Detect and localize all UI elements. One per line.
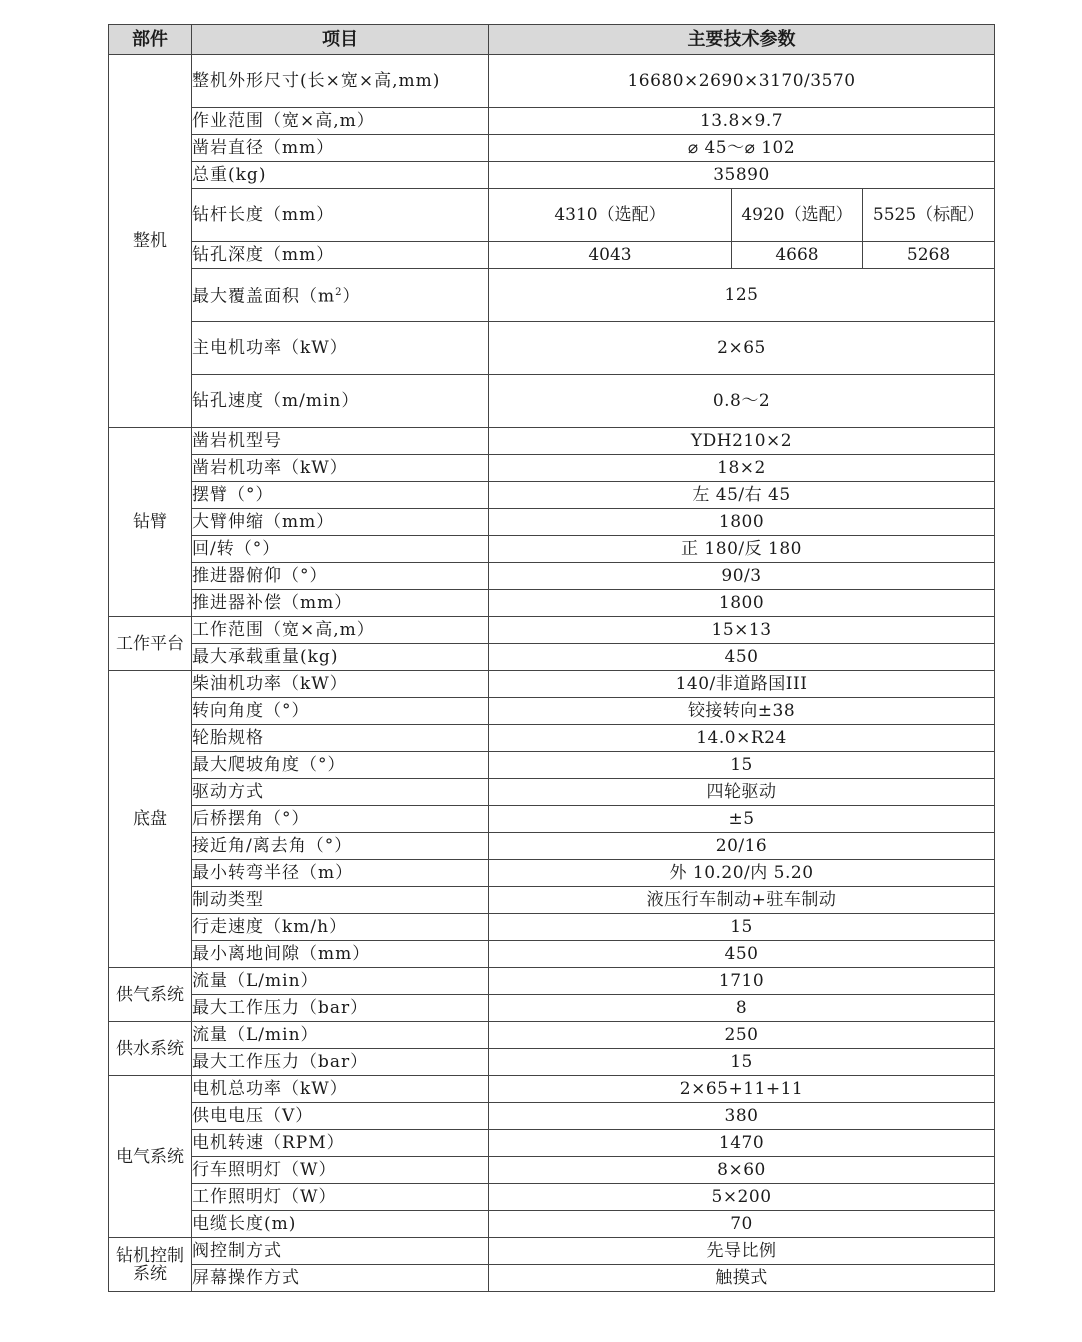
item-value: 15×13 — [489, 617, 995, 644]
item-value: 四轮驱动 — [489, 779, 995, 806]
item-label: 总重(kg) — [192, 162, 489, 189]
item-label: 行走速度（km/h） — [192, 914, 489, 941]
table-row — [109, 428, 995, 455]
item-value: 16680×2690×3170/3570 — [489, 55, 995, 108]
item-value: 1800 — [489, 590, 995, 617]
rod-length-option-3: 5525（标配） — [863, 189, 995, 242]
table-row — [109, 509, 995, 536]
table-row — [109, 968, 995, 995]
header-item: 项目 — [192, 25, 489, 55]
item-value: 1800 — [489, 509, 995, 536]
table-row — [109, 1103, 995, 1130]
category-chassis: 底盘 — [109, 671, 192, 968]
item-label: 阀控制方式 — [192, 1238, 489, 1265]
item-label: 屏幕操作方式 — [192, 1265, 489, 1292]
item-value: 1710 — [489, 968, 995, 995]
table-row — [109, 806, 995, 833]
item-label: 制动类型 — [192, 887, 489, 914]
category-whole: 整机 — [109, 55, 192, 428]
item-value: 35890 — [489, 162, 995, 189]
table-row — [109, 941, 995, 968]
item-value: 450 — [489, 941, 995, 968]
item-label: 凿岩机型号 — [192, 428, 489, 455]
item-value: 20/16 — [489, 833, 995, 860]
hole-depth-3: 5268 — [863, 242, 995, 269]
item-value: 正 180/反 180 — [489, 536, 995, 563]
table-row — [109, 536, 995, 563]
item-label: 电机转速（RPM） — [192, 1130, 489, 1157]
table-row — [109, 1049, 995, 1076]
item-label: 钻孔深度（mm） — [192, 242, 489, 269]
category-air: 供气系统 — [109, 968, 192, 1022]
table-row — [109, 1022, 995, 1049]
item-label: 电缆长度(m) — [192, 1211, 489, 1238]
item-label: 作业范围（宽×高,m） — [192, 108, 489, 135]
rod-length-option-2: 4920（选配） — [732, 189, 863, 242]
item-value: 2×65+11+11 — [489, 1076, 995, 1103]
item-label: 轮胎规格 — [192, 725, 489, 752]
table-row — [109, 322, 995, 375]
item-label: 最小转弯半径（m） — [192, 860, 489, 887]
item-value: 液压行车制动+驻车制动 — [489, 887, 995, 914]
item-value: 先导比例 — [489, 1238, 995, 1265]
table-row — [109, 375, 995, 428]
item-label: 主电机功率（kW） — [192, 322, 489, 375]
item-label: 柴油机功率（kW） — [192, 671, 489, 698]
item-label: 钻杆长度（mm） — [192, 189, 489, 242]
item-value: 380 — [489, 1103, 995, 1130]
table-row — [109, 135, 995, 162]
item-label: 流量（L/min） — [192, 968, 489, 995]
table-row — [109, 563, 995, 590]
item-value: 1470 — [489, 1130, 995, 1157]
item-label — [192, 269, 489, 322]
table-row — [109, 482, 995, 509]
table-row — [109, 671, 995, 698]
item-label: 接近角/离去角（°） — [192, 833, 489, 860]
item-value: 70 — [489, 1211, 995, 1238]
item-label: 大臂伸缩（mm） — [192, 509, 489, 536]
item-value: 触摸式 — [489, 1265, 995, 1292]
item-label: 摆臂（°） — [192, 482, 489, 509]
item-value: 18×2 — [489, 455, 995, 482]
item-value: 450 — [489, 644, 995, 671]
table-row — [109, 1211, 995, 1238]
item-label: 转向角度（°） — [192, 698, 489, 725]
category-boom: 钻臂 — [109, 428, 192, 617]
item-label: 最大承载重量(kg) — [192, 644, 489, 671]
table-row — [109, 995, 995, 1022]
table-row — [109, 1265, 995, 1292]
item-value: 140/非道路国III — [489, 671, 995, 698]
table-row — [109, 725, 995, 752]
item-value: 2×65 — [489, 322, 995, 375]
superscript-2: 2 — [335, 287, 343, 299]
coverage-label-end: ） — [342, 286, 361, 307]
item-label: 凿岩机功率（kW） — [192, 455, 489, 482]
item-label: 供电电压（V） — [192, 1103, 489, 1130]
table-row — [109, 1157, 995, 1184]
item-label: 最大工作压力（bar） — [192, 995, 489, 1022]
item-value: YDH210×2 — [489, 428, 995, 455]
table-row — [109, 1076, 995, 1103]
item-value: 125 — [489, 269, 995, 322]
item-label: 流量（L/min） — [192, 1022, 489, 1049]
item-value: 14.0×R24 — [489, 725, 995, 752]
table-row — [109, 242, 995, 269]
item-value: 90/3 — [489, 563, 995, 590]
item-label: 后桥摆角（°） — [192, 806, 489, 833]
item-value: 15 — [489, 914, 995, 941]
table-row — [109, 617, 995, 644]
hole-depth-2: 4668 — [732, 242, 863, 269]
header-part: 部件 — [109, 25, 192, 55]
item-label: 最大工作压力（bar） — [192, 1049, 489, 1076]
table-row — [109, 914, 995, 941]
item-value: 外 10.20/内 5.20 — [489, 860, 995, 887]
item-label: 整机外形尺寸(长×宽×高,mm) — [192, 55, 489, 108]
item-label: 最小离地间隙（mm） — [192, 941, 489, 968]
item-value: 8×60 — [489, 1157, 995, 1184]
table-row — [109, 455, 995, 482]
item-value: 15 — [489, 1049, 995, 1076]
item-label: 凿岩直径（mm） — [192, 135, 489, 162]
table-row — [109, 644, 995, 671]
item-value: 15 — [489, 752, 995, 779]
item-label: 行车照明灯（W） — [192, 1157, 489, 1184]
item-value: 250 — [489, 1022, 995, 1049]
item-value: 8 — [489, 995, 995, 1022]
rod-length-option-1: 4310（选配） — [489, 189, 732, 242]
item-label: 钻孔速度（m/min） — [192, 375, 489, 428]
category-water: 供水系统 — [109, 1022, 192, 1076]
table-row — [109, 752, 995, 779]
category-electric: 电气系统 — [109, 1076, 192, 1238]
item-value: ±5 — [489, 806, 995, 833]
category-control: 钻机控制系统 — [109, 1238, 192, 1292]
item-label: 工作照明灯（W） — [192, 1184, 489, 1211]
item-value: 铰接转向±38 — [489, 698, 995, 725]
item-label: 电机总功率（kW） — [192, 1076, 489, 1103]
table-row — [109, 55, 995, 108]
item-value: 5×200 — [489, 1184, 995, 1211]
hole-depth-1: 4043 — [489, 242, 732, 269]
table-row — [109, 1184, 995, 1211]
item-label: 回/转（°） — [192, 536, 489, 563]
item-label: 最大爬坡角度（°） — [192, 752, 489, 779]
item-label: 推进器补偿（mm） — [192, 590, 489, 617]
table-row — [109, 269, 995, 322]
table-row — [109, 1130, 995, 1157]
header-row — [109, 25, 995, 55]
table-row — [109, 1238, 995, 1265]
table-row — [109, 887, 995, 914]
item-value: 左 45/右 45 — [489, 482, 995, 509]
header-params: 主要技术参数 — [489, 25, 995, 55]
item-value: ⌀ 45～⌀ 102 — [489, 135, 995, 162]
category-platform: 工作平台 — [109, 617, 192, 671]
table-row — [109, 860, 995, 887]
spec-table — [108, 24, 995, 1292]
table-row — [109, 590, 995, 617]
table-row — [109, 189, 995, 242]
item-value: 13.8×9.7 — [489, 108, 995, 135]
coverage-label: 最大覆盖面积（m — [192, 286, 336, 307]
table-row — [109, 698, 995, 725]
item-label: 驱动方式 — [192, 779, 489, 806]
table-row — [109, 108, 995, 135]
table-row — [109, 779, 995, 806]
item-label: 推进器俯仰（°） — [192, 563, 489, 590]
item-value: 0.8～2 — [489, 375, 995, 428]
table-row — [109, 833, 995, 860]
item-label: 工作范围（宽×高,m） — [192, 617, 489, 644]
table-row — [109, 162, 995, 189]
